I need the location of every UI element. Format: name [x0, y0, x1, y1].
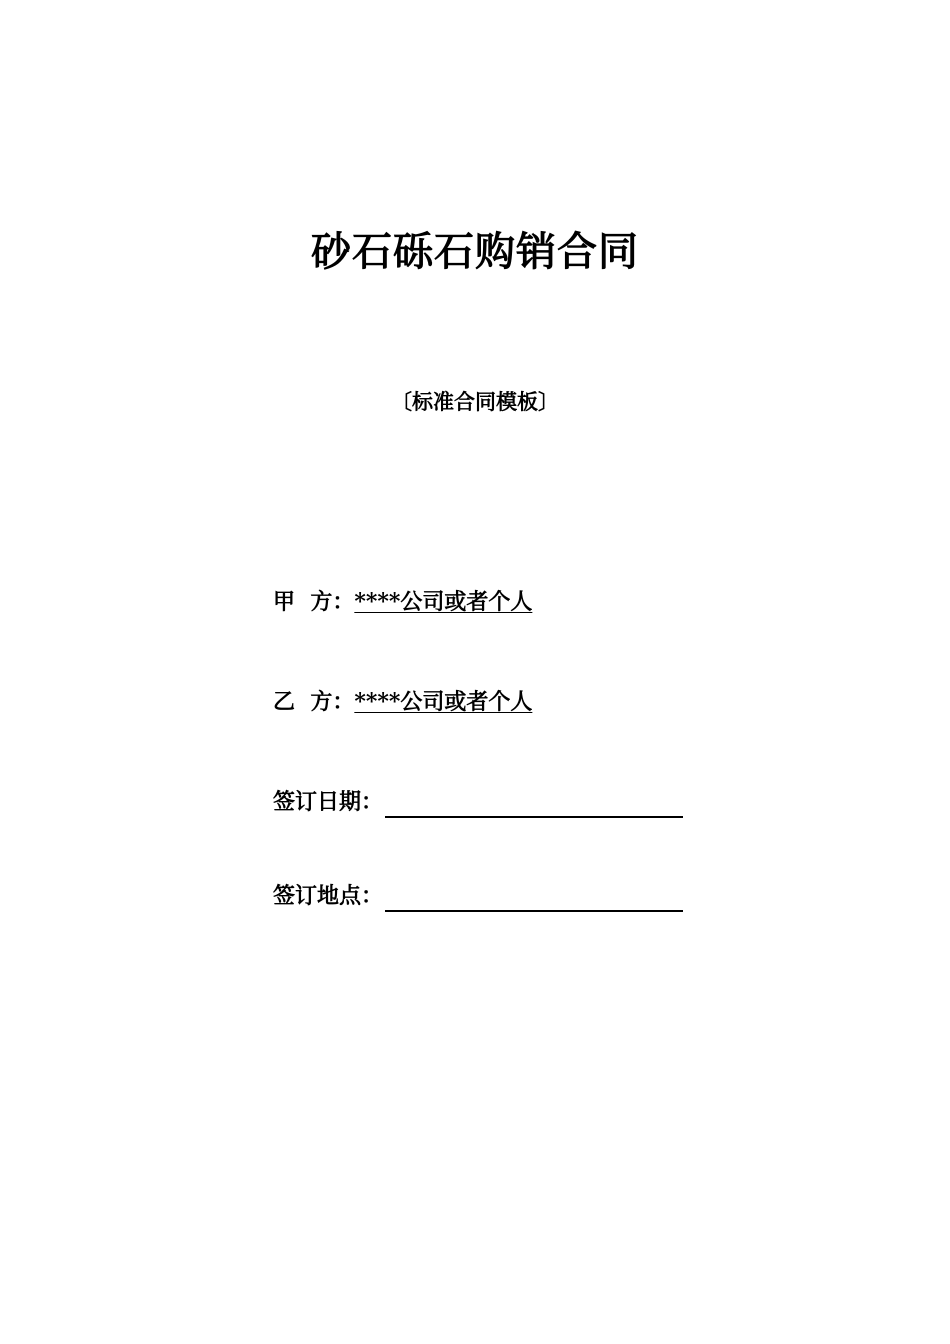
sign-date-row	[273, 786, 683, 818]
party-b-label: 乙 方：	[273, 689, 355, 715]
sign-place-label: 签订地点：	[273, 883, 384, 909]
party-a-value: ****公司或者个人	[354, 589, 533, 615]
sign-date-label: 签订日期：	[273, 789, 384, 815]
party-b-row	[273, 686, 532, 718]
party-a-label: 甲 方：	[273, 589, 355, 615]
party-a-row	[273, 586, 532, 618]
sign-date-blank-line[interactable]	[385, 792, 683, 818]
sign-place-row	[273, 880, 683, 912]
party-b-value: ****公司或者个人	[354, 689, 533, 715]
document-subtitle: 〔标准合同模板〕	[391, 389, 559, 414]
document-title: 砂石砾石购销合同	[311, 228, 639, 275]
sign-place-blank-line[interactable]	[385, 886, 683, 912]
